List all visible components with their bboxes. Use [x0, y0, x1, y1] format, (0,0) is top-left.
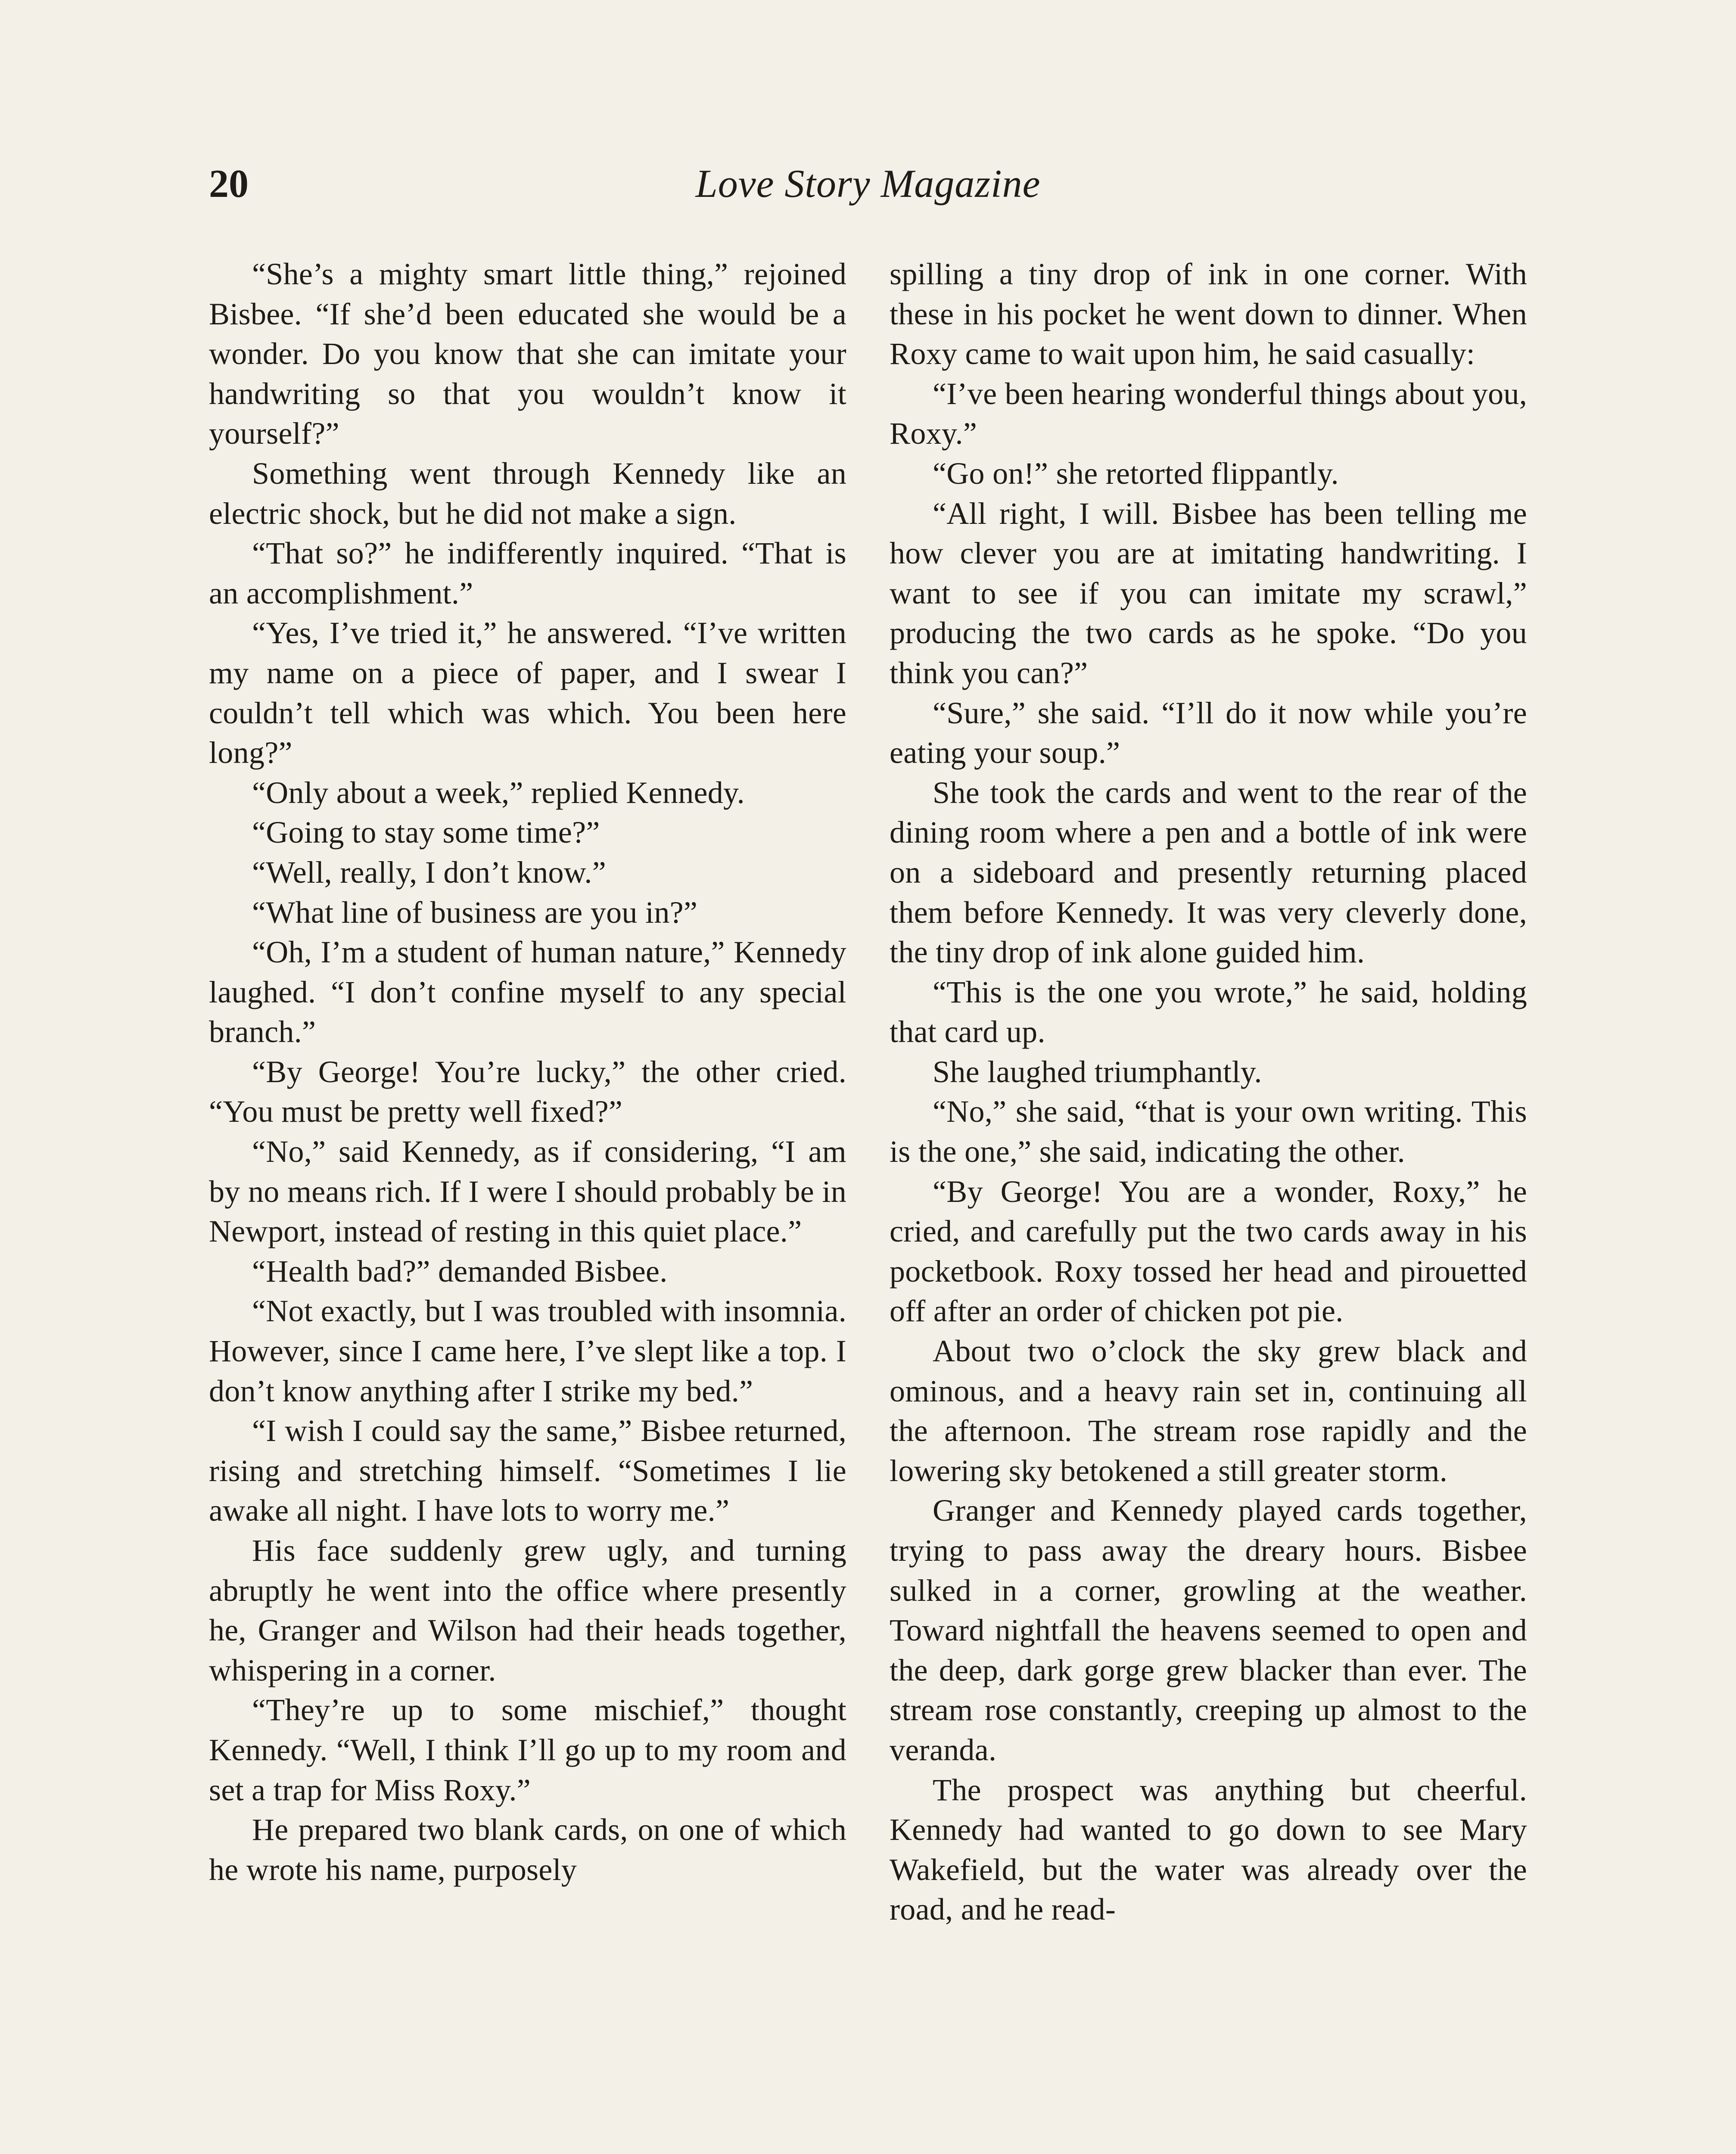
- paragraph: “This is the one you wrote,” he said, holding that card up.: [890, 974, 1527, 1049]
- paragraph: “What line of business are you in?”: [252, 895, 698, 930]
- paragraph: “By George! You are a wonder, Roxy,” he cried, and carefully put the two cards away in his pocketbook. Roxy tossed her head and pirouetted off after an order of chicken pot pie.: [890, 1174, 1527, 1329]
- paragraph: About two o’clock the sky grew black and ominous, and a heavy rain set in, continuing all the afternoon. The stream rose rapidly and the lowering sky betokened a still greater storm.: [890, 1334, 1527, 1488]
- page-header: [209, 159, 1527, 228]
- paragraph: She laughed triumphantly.: [933, 1054, 1262, 1089]
- paragraph: Something went through Kennedy like an electric shock, but he did not make a sign.: [209, 456, 846, 531]
- paragraph: “Sure,” she said. “I’ll do it now while you’re eating your soup.”: [890, 695, 1527, 770]
- paragraph: She took the cards and went to the rear of the dining room where a pen and a bottle of ink were on a sideboard and presently returning placed them before Kennedy. It was very cleverly done, the tiny drop of ink alone guided him.: [890, 775, 1527, 970]
- paragraph: “Oh, I’m a student of human nature,” Kennedy laughed. “I don’t confine myself to any special branch.”: [209, 935, 846, 1049]
- paragraph: The prospect was anything but cheerful. Kennedy had wanted to go down to see Mary Wakefield, but the water was already over the road, and he read-: [890, 1772, 1527, 1927]
- paragraph: “I wish I could say the same,” Bisbee returned, rising and stretching himself. “Sometimes I lie awake all night. I have lots to worry me.”: [209, 1413, 846, 1528]
- paragraph: “Health bad?” demanded Bisbee.: [252, 1254, 668, 1289]
- paragraph: “All right, I will. Bisbee has been telling me how clever you are at imitating handwriting. I want to see if you can imitate my scrawl,” producing the two cards as he spoke. “Do you think you can?”: [890, 496, 1527, 690]
- paragraph: “Go on!” she retorted flippantly.: [933, 456, 1339, 491]
- left-text-column: [209, 254, 846, 1889]
- paragraph: He prepared two blank cards, on one of which he wrote his name, purposely: [209, 1812, 846, 1887]
- paragraph: “No,” she said, “that is your own writing. This is the one,” she said, indicating the other.: [890, 1094, 1527, 1169]
- page-number: 20: [209, 162, 249, 205]
- paragraph: His face suddenly grew ugly, and turning abruptly he went into the office where presently he, Granger and Wilson had their heads together, whispering in a corner.: [209, 1533, 846, 1687]
- paragraph: “Yes, I’ve tried it,” he answered. “I’ve written my name on a piece of paper, and I swear I couldn’t tell which was which. You been here long?”: [209, 616, 846, 770]
- right-text-column: [890, 254, 1527, 1930]
- paragraph: “That so?” he indifferently inquired. “That is an accomplishment.”: [209, 536, 846, 610]
- paragraph: “I’ve been hearing wonderful things about you, Roxy.”: [890, 376, 1527, 451]
- paragraph: “She’s a mighty smart little thing,” rejoined Bisbee. “If she’d been educated she would be a wonder. Do you know that she can imitate your handwriting so that you wouldn’t know it yourself?”: [209, 257, 846, 451]
- paragraph: “Well, really, I don’t know.”: [252, 855, 606, 890]
- paragraph: “Only about a week,” replied Kennedy.: [252, 775, 745, 810]
- paragraph: Granger and Kennedy played cards together, trying to pass away the dreary hours. Bisbee sulked in a corner, growling at the weather. Toward nightfall the heavens seemed to open and the deep, dark gorge grew blacker than ever. The stream rose constantly, creeping up almost to the veranda.: [890, 1493, 1527, 1767]
- paragraph: “By George! You’re lucky,” the other cried. “You must be pretty well fixed?”: [209, 1054, 846, 1129]
- paragraph: “They’re up to some mischief,” thought Kennedy. “Well, I think I’ll go up to my room and set a trap for Miss Roxy.”: [209, 1693, 846, 1807]
- paragraph: “Not exactly, but I was troubled with insomnia. However, since I came here, I’ve slept like a top. I don’t know anything after I strike my bed.”: [209, 1294, 846, 1408]
- paragraph: “No,” said Kennedy, as if considering, “I am by no means rich. If I were I should probably be in Newport, instead of resting in this quiet place.”: [209, 1134, 846, 1249]
- paragraph: “Going to stay some time?”: [252, 815, 600, 850]
- paragraph-continued: spilling a tiny drop of ink in one corner. With these in his pocket he went down to dinner. When Roxy came to wait upon him, he said casually:: [890, 257, 1527, 371]
- running-head-title: Love Story Magazine: [695, 162, 1041, 205]
